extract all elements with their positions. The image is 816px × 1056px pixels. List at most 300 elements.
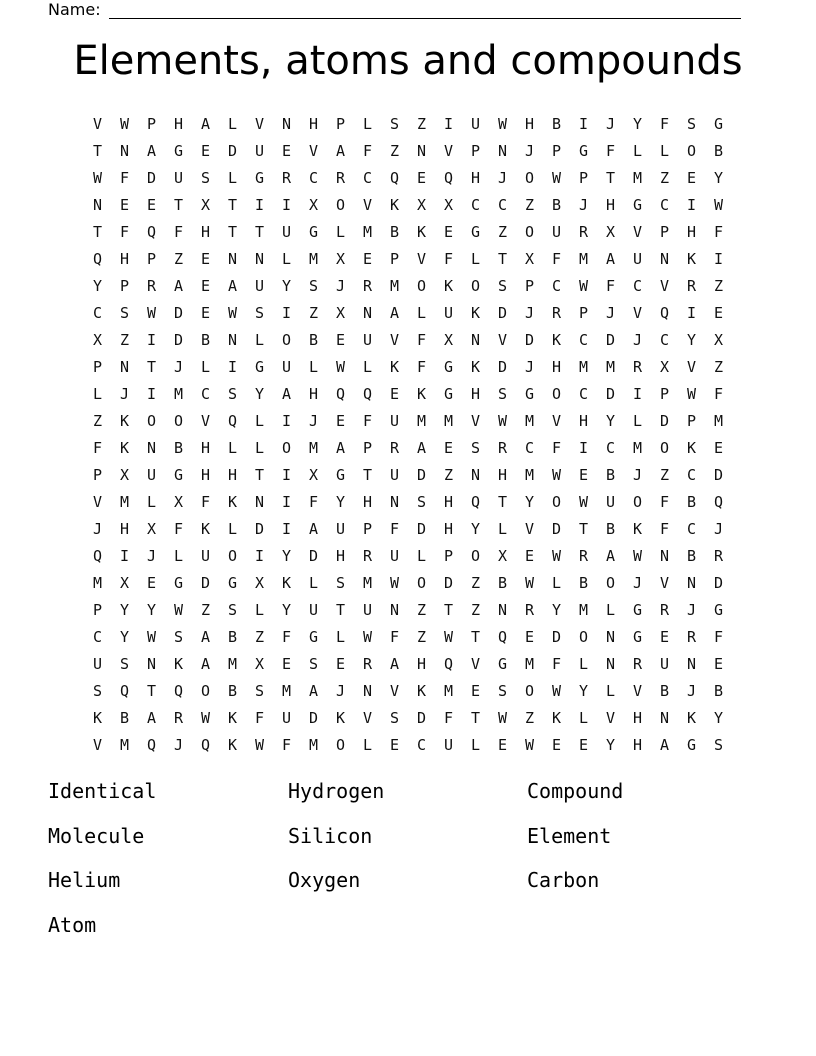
grid-cell: C [551, 276, 562, 295]
grid-cell: M [443, 411, 454, 430]
grid-cell: A [335, 438, 346, 457]
grid-cell: N [470, 330, 481, 349]
grid-cell: F [605, 276, 616, 295]
grid-cell: Z [497, 222, 508, 241]
grid-cell: J [632, 330, 643, 349]
grid-cell: C [578, 384, 589, 403]
grid-cell: N [686, 654, 697, 673]
grid-cell: L [254, 330, 265, 349]
grid-cell: V [254, 114, 265, 133]
grid-cell: U [605, 492, 616, 511]
grid-cell: S [389, 114, 400, 133]
grid-cell: Z [524, 708, 535, 727]
grid-cell: H [308, 384, 319, 403]
grid-cell: O [524, 681, 535, 700]
grid-cell: T [254, 222, 265, 241]
grid-cell: N [254, 249, 265, 268]
grid-cell: L [173, 546, 184, 565]
grid-cell: A [605, 249, 616, 268]
grid-cell: J [335, 276, 346, 295]
grid-cell: U [362, 330, 373, 349]
grid-cell: O [416, 573, 427, 592]
grid-cell: V [524, 519, 535, 538]
grid-cell: U [551, 222, 562, 241]
grid-cell: Y [632, 114, 643, 133]
grid-cell: Y [119, 627, 130, 646]
grid-cell: X [335, 249, 346, 268]
grid-cell: V [389, 681, 400, 700]
word-list-item: Molecule [48, 823, 145, 848]
grid-cell: U [389, 411, 400, 430]
grid-cell: H [578, 411, 589, 430]
grid-cell: Q [92, 546, 103, 565]
grid-cell: A [173, 276, 184, 295]
grid-cell: W [524, 573, 535, 592]
grid-cell: R [632, 357, 643, 376]
grid-cell: P [146, 114, 157, 133]
grid-cell: X [254, 654, 265, 673]
grid-cell: H [200, 222, 211, 241]
grid-cell: B [497, 573, 508, 592]
grid-cell: X [200, 195, 211, 214]
word-list-column [527, 778, 767, 912]
grid-cell: Y [119, 600, 130, 619]
grid-cell: V [362, 195, 373, 214]
grid-cell: V [416, 249, 427, 268]
grid-cell: B [551, 114, 562, 133]
grid-cell: H [173, 114, 184, 133]
grid-cell: W [551, 546, 562, 565]
grid-cell: R [659, 600, 670, 619]
grid-cell: O [416, 276, 427, 295]
grid-cell: X [308, 465, 319, 484]
grid-cell: N [119, 141, 130, 160]
word-list-item: Hydrogen [288, 779, 385, 803]
grid-cell: D [416, 465, 427, 484]
grid-cell: P [686, 411, 697, 430]
grid-cell: I [578, 114, 589, 133]
grid-cell: D [497, 357, 508, 376]
grid-cell: H [119, 519, 130, 538]
grid-cell: C [470, 195, 481, 214]
grid-cell: U [146, 465, 157, 484]
grid-cell: B [308, 330, 319, 349]
grid-cell: V [470, 654, 481, 673]
grid-cell: E [443, 438, 454, 457]
grid-cell: N [119, 357, 130, 376]
grid-cell: Q [92, 249, 103, 268]
grid-cell: J [92, 519, 103, 538]
grid-cell: M [416, 411, 427, 430]
grid-cell: P [443, 546, 454, 565]
grid-cell: D [254, 519, 265, 538]
grid-cell: G [578, 141, 589, 160]
grid-cell: P [659, 384, 670, 403]
grid-cell: Z [389, 141, 400, 160]
grid-cell: V [632, 222, 643, 241]
grid-cell: W [551, 681, 562, 700]
grid-cell: O [686, 141, 697, 160]
grid-cell: D [659, 411, 670, 430]
grid-cell: W [389, 573, 400, 592]
grid-cell: K [443, 276, 454, 295]
grid-cell: V [659, 573, 670, 592]
grid-cell: O [335, 195, 346, 214]
grid-cell: P [389, 249, 400, 268]
grid-cell: N [146, 438, 157, 457]
grid-cell: A [605, 546, 616, 565]
grid-cell: D [200, 573, 211, 592]
grid-cell: P [362, 438, 373, 457]
grid-cell: F [92, 438, 103, 457]
grid-cell: I [281, 519, 292, 538]
grid-cell: P [578, 168, 589, 187]
grid-cell: K [173, 654, 184, 673]
grid-cell: L [497, 519, 508, 538]
grid-cell: Q [497, 627, 508, 646]
grid-cell: A [659, 735, 670, 754]
grid-cell: H [443, 492, 454, 511]
grid-cell: N [470, 465, 481, 484]
grid-cell: Z [92, 411, 103, 430]
grid-cell: F [713, 384, 724, 403]
grid-cell: S [470, 438, 481, 457]
name-blank-line [109, 3, 741, 19]
grid-cell: S [308, 276, 319, 295]
grid-cell: O [632, 492, 643, 511]
grid-cell: K [119, 438, 130, 457]
grid-cell: L [335, 627, 346, 646]
grid-cell: Z [254, 627, 265, 646]
grid-cell: L [578, 708, 589, 727]
grid-cell: V [497, 330, 508, 349]
grid-cell: G [632, 627, 643, 646]
grid-cell: G [308, 222, 319, 241]
grid-cell: Q [443, 168, 454, 187]
grid-cell: W [254, 735, 265, 754]
grid-cell: X [443, 195, 454, 214]
grid-cell: D [713, 573, 724, 592]
grid-cell: R [686, 276, 697, 295]
grid-cell: V [686, 357, 697, 376]
grid-cell: A [281, 384, 292, 403]
grid-cell: L [254, 438, 265, 457]
grid-cell: G [713, 114, 724, 133]
grid-cell: T [146, 681, 157, 700]
grid-cell: Q [227, 411, 238, 430]
grid-cell: I [686, 195, 697, 214]
grid-cell: K [200, 519, 211, 538]
grid-cell: H [416, 654, 427, 673]
grid-cell: I [254, 546, 265, 565]
grid-cell: L [200, 357, 211, 376]
grid-cell: C [659, 195, 670, 214]
grid-cell: F [362, 141, 373, 160]
grid-cell: F [254, 708, 265, 727]
grid-cell: T [605, 168, 616, 187]
grid-cell: P [524, 276, 535, 295]
grid-cell: O [146, 411, 157, 430]
grid-cell: S [335, 573, 346, 592]
grid-cell: V [92, 735, 103, 754]
grid-cell: U [470, 114, 481, 133]
grid-cell: B [173, 438, 184, 457]
grid-cell: H [605, 195, 616, 214]
grid-cell: H [632, 708, 643, 727]
grid-cell: T [497, 492, 508, 511]
grid-cell: N [92, 195, 103, 214]
grid-cell: Q [200, 735, 211, 754]
grid-cell: T [443, 600, 454, 619]
grid-cell: W [632, 546, 643, 565]
grid-cell: W [497, 708, 508, 727]
grid-cell: T [254, 465, 265, 484]
grid-cell: I [146, 330, 157, 349]
grid-cell: V [632, 303, 643, 322]
grid-cell: K [686, 249, 697, 268]
grid-cell: M [605, 357, 616, 376]
grid-cell: Z [200, 600, 211, 619]
word-list-column [48, 778, 288, 956]
grid-cell: K [416, 222, 427, 241]
grid-cell: Y [92, 276, 103, 295]
grid-cell: Z [416, 114, 427, 133]
grid-cell: R [551, 303, 562, 322]
grid-cell: J [173, 357, 184, 376]
grid-cell: H [497, 465, 508, 484]
grid-cell: R [281, 168, 292, 187]
grid-cell: K [551, 708, 562, 727]
grid-cell: Y [578, 681, 589, 700]
grid-cell: F [389, 519, 400, 538]
grid-cell: M [443, 681, 454, 700]
grid-cell: P [92, 465, 103, 484]
grid-cell: I [578, 438, 589, 457]
grid-cell: L [605, 681, 616, 700]
grid-cell: S [254, 303, 265, 322]
grid-cell: L [470, 735, 481, 754]
grid-cell: L [605, 600, 616, 619]
grid-cell: D [173, 330, 184, 349]
grid-cell: E [470, 681, 481, 700]
grid-cell: G [470, 222, 481, 241]
grid-cell: G [227, 573, 238, 592]
grid-cell: B [200, 330, 211, 349]
grid-cell: E [713, 654, 724, 673]
grid-cell: O [335, 735, 346, 754]
grid-cell: R [362, 276, 373, 295]
grid-cell: E [200, 249, 211, 268]
grid-cell: E [389, 735, 400, 754]
grid-cell: S [497, 681, 508, 700]
grid-cell: O [605, 573, 616, 592]
grid-cell: E [389, 384, 400, 403]
grid-cell: V [551, 411, 562, 430]
grid-cell: G [686, 735, 697, 754]
grid-cell: S [254, 681, 265, 700]
grid-cell: V [605, 708, 616, 727]
grid-cell: Q [659, 303, 670, 322]
grid-cell: N [659, 249, 670, 268]
grid-cell: Y [281, 600, 292, 619]
grid-cell: N [227, 330, 238, 349]
grid-cell: N [497, 600, 508, 619]
grid-cell: M [713, 411, 724, 430]
grid-cell: F [200, 492, 211, 511]
grid-cell: K [227, 492, 238, 511]
word-search-grid [84, 110, 732, 758]
grid-cell: N [227, 249, 238, 268]
grid-cell: O [470, 276, 481, 295]
grid-cell: F [605, 141, 616, 160]
grid-cell: C [92, 627, 103, 646]
grid-cell: E [524, 546, 535, 565]
grid-cell: D [227, 141, 238, 160]
grid-cell: Z [713, 357, 724, 376]
grid-cell: X [713, 330, 724, 349]
grid-cell: N [605, 654, 616, 673]
grid-cell: N [497, 141, 508, 160]
grid-cell: M [281, 681, 292, 700]
grid-cell: B [389, 222, 400, 241]
grid-cell: M [362, 222, 373, 241]
grid-cell: C [524, 438, 535, 457]
grid-cell: W [200, 708, 211, 727]
grid-cell: F [713, 222, 724, 241]
grid-cell: W [497, 411, 508, 430]
grid-cell: X [659, 357, 670, 376]
grid-cell: K [416, 681, 427, 700]
word-list-item: Identical [48, 779, 157, 803]
grid-cell: C [659, 330, 670, 349]
grid-cell: L [632, 141, 643, 160]
grid-cell: X [119, 573, 130, 592]
grid-cell: G [713, 600, 724, 619]
grid-cell: T [362, 465, 373, 484]
grid-cell: Y [146, 600, 157, 619]
grid-cell: E [119, 195, 130, 214]
grid-cell: E [686, 168, 697, 187]
grid-cell: N [605, 627, 616, 646]
grid-cell: M [173, 384, 184, 403]
grid-cell: N [389, 492, 400, 511]
grid-cell: S [173, 627, 184, 646]
grid-cell: M [632, 168, 643, 187]
grid-cell: Q [389, 168, 400, 187]
grid-cell: S [713, 735, 724, 754]
grid-cell: X [119, 465, 130, 484]
grid-cell: J [605, 114, 616, 133]
grid-cell: T [227, 222, 238, 241]
word-list-item: Helium [48, 868, 121, 892]
grid-cell: X [92, 330, 103, 349]
grid-cell: J [713, 519, 724, 538]
grid-cell: F [659, 114, 670, 133]
grid-cell: K [92, 708, 103, 727]
grid-cell: A [146, 708, 157, 727]
grid-cell: H [524, 114, 535, 133]
grid-cell: V [200, 411, 211, 430]
grid-cell: A [389, 303, 400, 322]
grid-cell: R [713, 546, 724, 565]
grid-cell: J [605, 303, 616, 322]
grid-cell: E [362, 249, 373, 268]
grid-cell: Q [713, 492, 724, 511]
grid-cell: W [578, 492, 589, 511]
grid-cell: Z [524, 195, 535, 214]
grid-cell: E [713, 303, 724, 322]
grid-cell: E [146, 195, 157, 214]
grid-cell: L [362, 357, 373, 376]
grid-cell: N [254, 492, 265, 511]
grid-cell: B [713, 141, 724, 160]
grid-cell: R [362, 654, 373, 673]
grid-cell: Y [281, 546, 292, 565]
grid-cell: D [713, 465, 724, 484]
grid-cell: F [443, 249, 454, 268]
grid-cell: V [308, 141, 319, 160]
grid-cell: W [578, 276, 589, 295]
grid-cell: G [632, 600, 643, 619]
grid-cell: F [119, 222, 130, 241]
grid-cell: E [281, 654, 292, 673]
grid-cell: U [389, 465, 400, 484]
grid-cell: E [200, 276, 211, 295]
name-row [48, 1, 741, 19]
grid-cell: Q [470, 492, 481, 511]
grid-cell: V [443, 141, 454, 160]
grid-cell: M [227, 654, 238, 673]
grid-cell: E [335, 330, 346, 349]
word-list-item: Oxygen [288, 868, 361, 892]
grid-cell: Z [470, 600, 481, 619]
grid-cell: H [686, 222, 697, 241]
grid-cell: X [497, 546, 508, 565]
grid-cell: M [578, 357, 589, 376]
grid-cell: X [308, 195, 319, 214]
grid-cell: U [443, 735, 454, 754]
grid-cell: T [578, 519, 589, 538]
grid-cell: C [200, 384, 211, 403]
grid-cell: B [686, 492, 697, 511]
grid-cell: S [497, 276, 508, 295]
grid-cell: O [551, 384, 562, 403]
grid-cell: X [173, 492, 184, 511]
grid-cell: L [362, 114, 373, 133]
grid-cell: B [119, 708, 130, 727]
grid-cell: R [524, 600, 535, 619]
grid-cell: W [524, 735, 535, 754]
grid-cell: Y [254, 384, 265, 403]
grid-cell: U [335, 519, 346, 538]
grid-cell: J [497, 168, 508, 187]
grid-cell: K [227, 708, 238, 727]
grid-cell: D [497, 303, 508, 322]
grid-cell: E [443, 222, 454, 241]
grid-cell: S [119, 303, 130, 322]
grid-cell: Y [713, 708, 724, 727]
grid-cell: O [281, 330, 292, 349]
grid-cell: W [551, 465, 562, 484]
grid-cell: U [92, 654, 103, 673]
grid-cell: T [146, 357, 157, 376]
grid-cell: D [308, 546, 319, 565]
grid-cell: T [335, 600, 346, 619]
grid-cell: Z [308, 303, 319, 322]
grid-cell: W [713, 195, 724, 214]
grid-cell: J [173, 735, 184, 754]
grid-cell: Y [605, 411, 616, 430]
